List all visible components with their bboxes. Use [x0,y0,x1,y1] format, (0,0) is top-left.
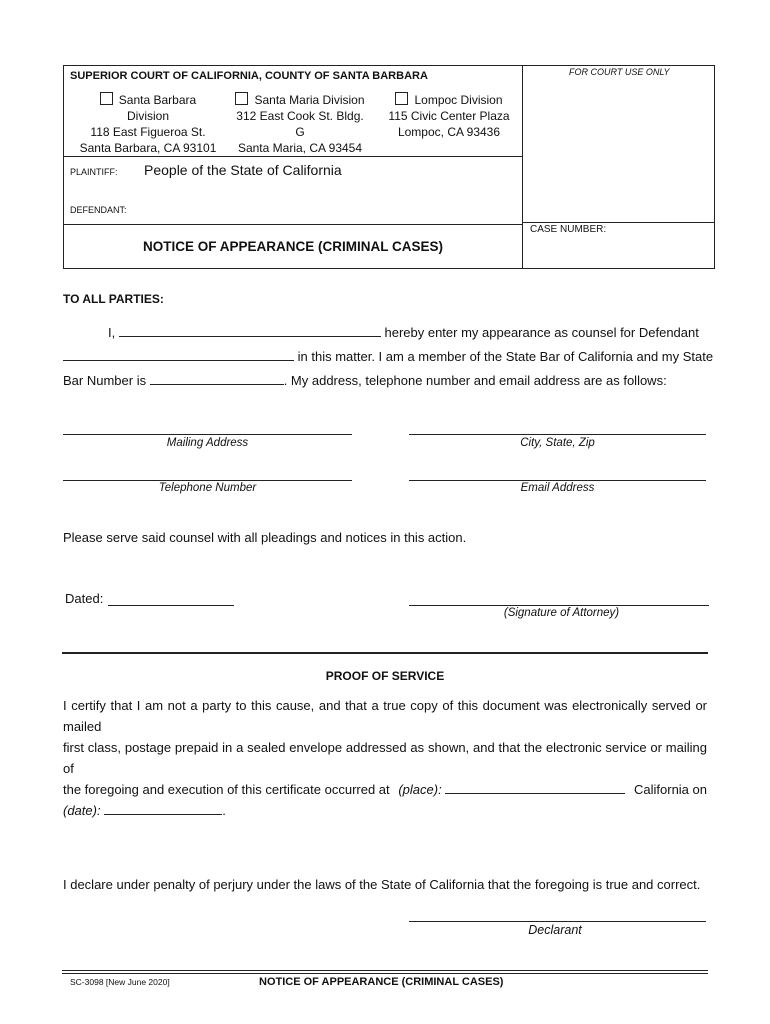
santa-barbara-checkbox[interactable] [100,92,113,105]
mailing-address-label: Mailing Address [166,437,249,449]
appearance-line-1: I, hereby enter my appearance as counsel for Defendant [108,325,699,340]
proof-title: PROOF OF SERVICE [325,669,445,683]
case-number-label: CASE NUMBER: [530,224,607,235]
telephone-field[interactable] [63,480,352,481]
division-lompoc: Lompoc Division 115 Civic Center Plaza Lompoc, CA 93436 [388,93,510,139]
place-field[interactable] [445,781,625,794]
attorney-signature-field[interactable] [409,605,709,606]
lompoc-checkbox[interactable] [395,92,408,105]
form-code: SC-3098 [New June 2020] [70,977,170,987]
declarant-label: Declarant [528,923,582,937]
footer-title: NOTICE OF APPEARANCE (CRIMINAL CASES) [259,976,504,988]
footer-rule-1 [62,970,708,971]
city-state-zip-field[interactable] [409,434,706,435]
defendant-label: DEFENDANT: [70,205,127,215]
declarant-signature-field[interactable] [409,921,706,922]
santa-maria-checkbox[interactable] [235,92,248,105]
proof-paragraph: I certify that I am not a party to this cause, and that a true copy of this document was electronically served or mailed first class, postage prepaid in a sealed envelope addressed as shown, and that the electronic service or mailing of the foregoing and execution of this certificate occurred at (place): California on (date): . [63,698,707,818]
plaintiff-value[interactable]: People of the State of California [144,162,342,178]
section-divider [62,652,708,654]
footer-rule-2 [62,973,708,974]
declare-text: I declare under penalty of perjury under the laws of the State of California that the foregoing is true and correct. [63,877,701,892]
division-santa-maria: Santa Maria Division 312 East Cook St. Bldg. G Santa Maria, CA 93454 [236,93,365,155]
plaintiff-label: PLAINTIFF: [70,167,118,177]
to-all-parties: TO ALL PARTIES: [63,292,164,306]
appearance-line-3: Bar Number is . My address, telephone number and email address are as follows: [63,373,667,388]
dated-label: Dated: [65,591,104,606]
mailing-address-field[interactable] [63,434,352,435]
email-label: Email Address [520,482,595,494]
date-field[interactable] [104,802,222,815]
signature-label: (Signature of Attorney) [503,607,620,619]
caption-box [63,65,715,269]
court-name: SUPERIOR COURT OF CALIFORNIA, COUNTY OF SANTA BARBARA [70,70,428,82]
court-use-label: FOR COURT USE ONLY [569,67,670,77]
appearance-line-2: in this matter. I am a member of the State Bar of California and my State [63,345,713,369]
bar-number-field[interactable] [150,372,284,385]
city-state-zip-label: City, State, Zip [520,437,595,449]
serve-text: Please serve said counsel with all pleadings and notices in this action. [63,530,467,545]
division-santa-barbara: Santa Barbara Division 118 East Figueroa St. Santa Barbara, CA 93101 [79,93,217,155]
telephone-label: Telephone Number [158,482,257,494]
form-title: NOTICE OF APPEARANCE (CRIMINAL CASES) [142,239,443,254]
attorney-name-field[interactable] [119,324,381,337]
email-field[interactable] [409,480,706,481]
dated-field[interactable] [108,605,234,606]
defendant-name-field[interactable] [63,348,294,361]
